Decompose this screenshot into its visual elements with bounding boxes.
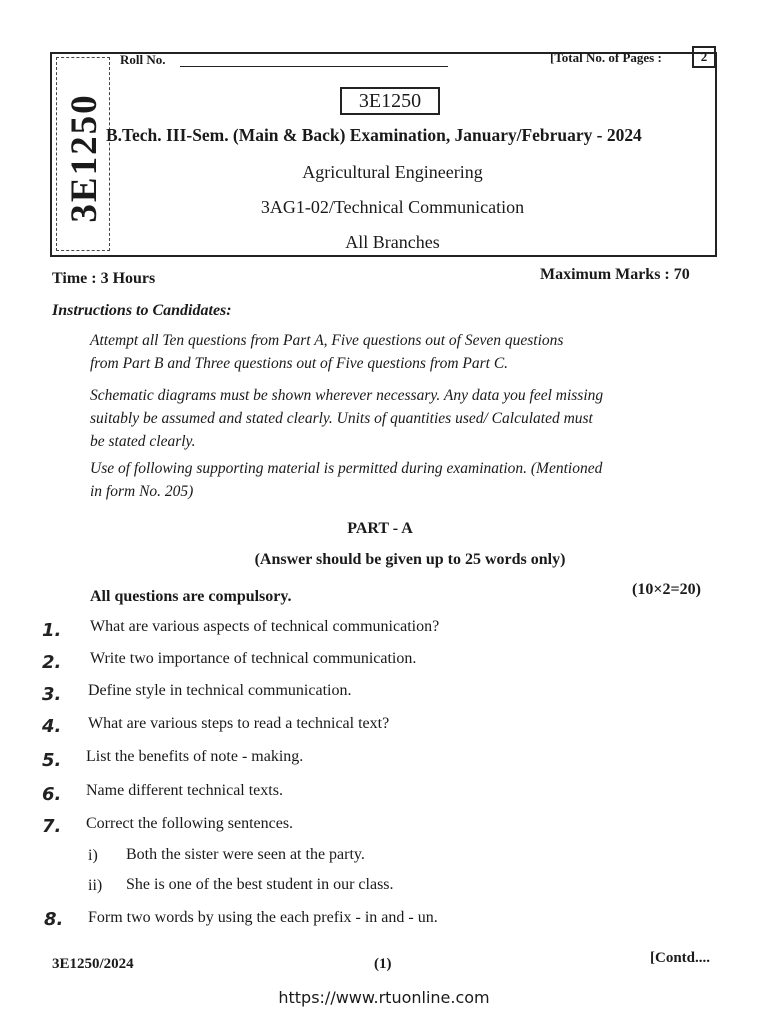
exam-title: B.Tech. III-Sem. (Main & Back) Examination, January/February - 2024 xyxy=(106,125,642,145)
instruction-line: be stated clearly. xyxy=(90,433,196,450)
instruction-line: in form No. 205) xyxy=(90,483,194,500)
instruction-line: Schematic diagrams must be shown wherever necessary. Any data you feel missing xyxy=(90,387,604,404)
subpart-text: Both the sister were seen at the party. xyxy=(126,846,365,863)
website-link[interactable]: https://www.rtuonline.com xyxy=(278,988,490,1007)
department: Agricultural Engineering xyxy=(302,162,483,182)
subpart-number: ii) xyxy=(88,877,103,894)
header-box xyxy=(50,52,717,257)
question-number: 6. xyxy=(42,784,62,805)
paper-code: 3E1250 xyxy=(340,87,440,115)
total-pages-value: 2 xyxy=(692,46,716,68)
question-number: 8. xyxy=(44,909,64,930)
continued-label: [Contd.... xyxy=(650,950,711,966)
instruction-line: Attempt all Ten questions from Part A, Five questions out of Seven questions xyxy=(90,332,564,349)
question-text: Form two words by using the each prefix - in and - un. xyxy=(88,909,438,926)
part-a-marks: (10×2=20) xyxy=(632,581,701,598)
question-text: Correct the following sentences. xyxy=(86,815,294,832)
question-number: 7. xyxy=(42,816,62,837)
question-number: 1. xyxy=(42,620,62,641)
question-text: Define style in technical communication. xyxy=(88,682,352,699)
instructions-heading: Instructions to Candidates: xyxy=(52,302,232,319)
branches: All Branches xyxy=(345,232,440,252)
question-text: Name different technical texts. xyxy=(86,782,283,799)
roll-no-label: Roll No. xyxy=(120,52,166,67)
footer-code: 3E1250/2024 xyxy=(52,956,134,972)
subpart-number: i) xyxy=(88,847,98,864)
instruction-line: suitably be assumed and stated clearly. Units of quantities used/ Calculated must xyxy=(90,410,593,427)
question-text: What are various steps to read a technical text? xyxy=(88,715,390,732)
subpart-text: She is one of the best student in our class. xyxy=(126,876,394,893)
question-number: 3. xyxy=(42,684,62,705)
total-pages-label: [Total No. of Pages : xyxy=(550,50,662,65)
question-number: 2. xyxy=(42,652,62,673)
compulsory-note: All questions are compulsory. xyxy=(90,588,292,605)
course-title: 3AG1-02/Technical Communication xyxy=(260,197,525,217)
question-number: 5. xyxy=(42,750,62,771)
time-label: Time : 3 Hours xyxy=(52,270,156,287)
vertical-paper-code: 3E1250 xyxy=(64,93,105,223)
part-a-subtitle: (Answer should be given up to 25 words only) xyxy=(254,551,566,568)
instruction-line: Use of following supporting material is permitted during examination. (Mentioned xyxy=(90,460,603,477)
question-text: List the benefits of note - making. xyxy=(86,748,304,765)
question-text: What are various aspects of technical communication? xyxy=(90,618,440,635)
part-a-title: PART - A xyxy=(347,520,413,537)
question-number: 4. xyxy=(42,716,62,737)
page-number: (1) xyxy=(374,956,392,972)
instruction-line: from Part B and Three questions out of Five questions from Part C. xyxy=(90,355,509,372)
roll-no-line xyxy=(180,66,448,67)
question-text: Write two importance of technical communication. xyxy=(90,650,417,667)
max-marks-label: Maximum Marks : 70 xyxy=(540,266,690,283)
